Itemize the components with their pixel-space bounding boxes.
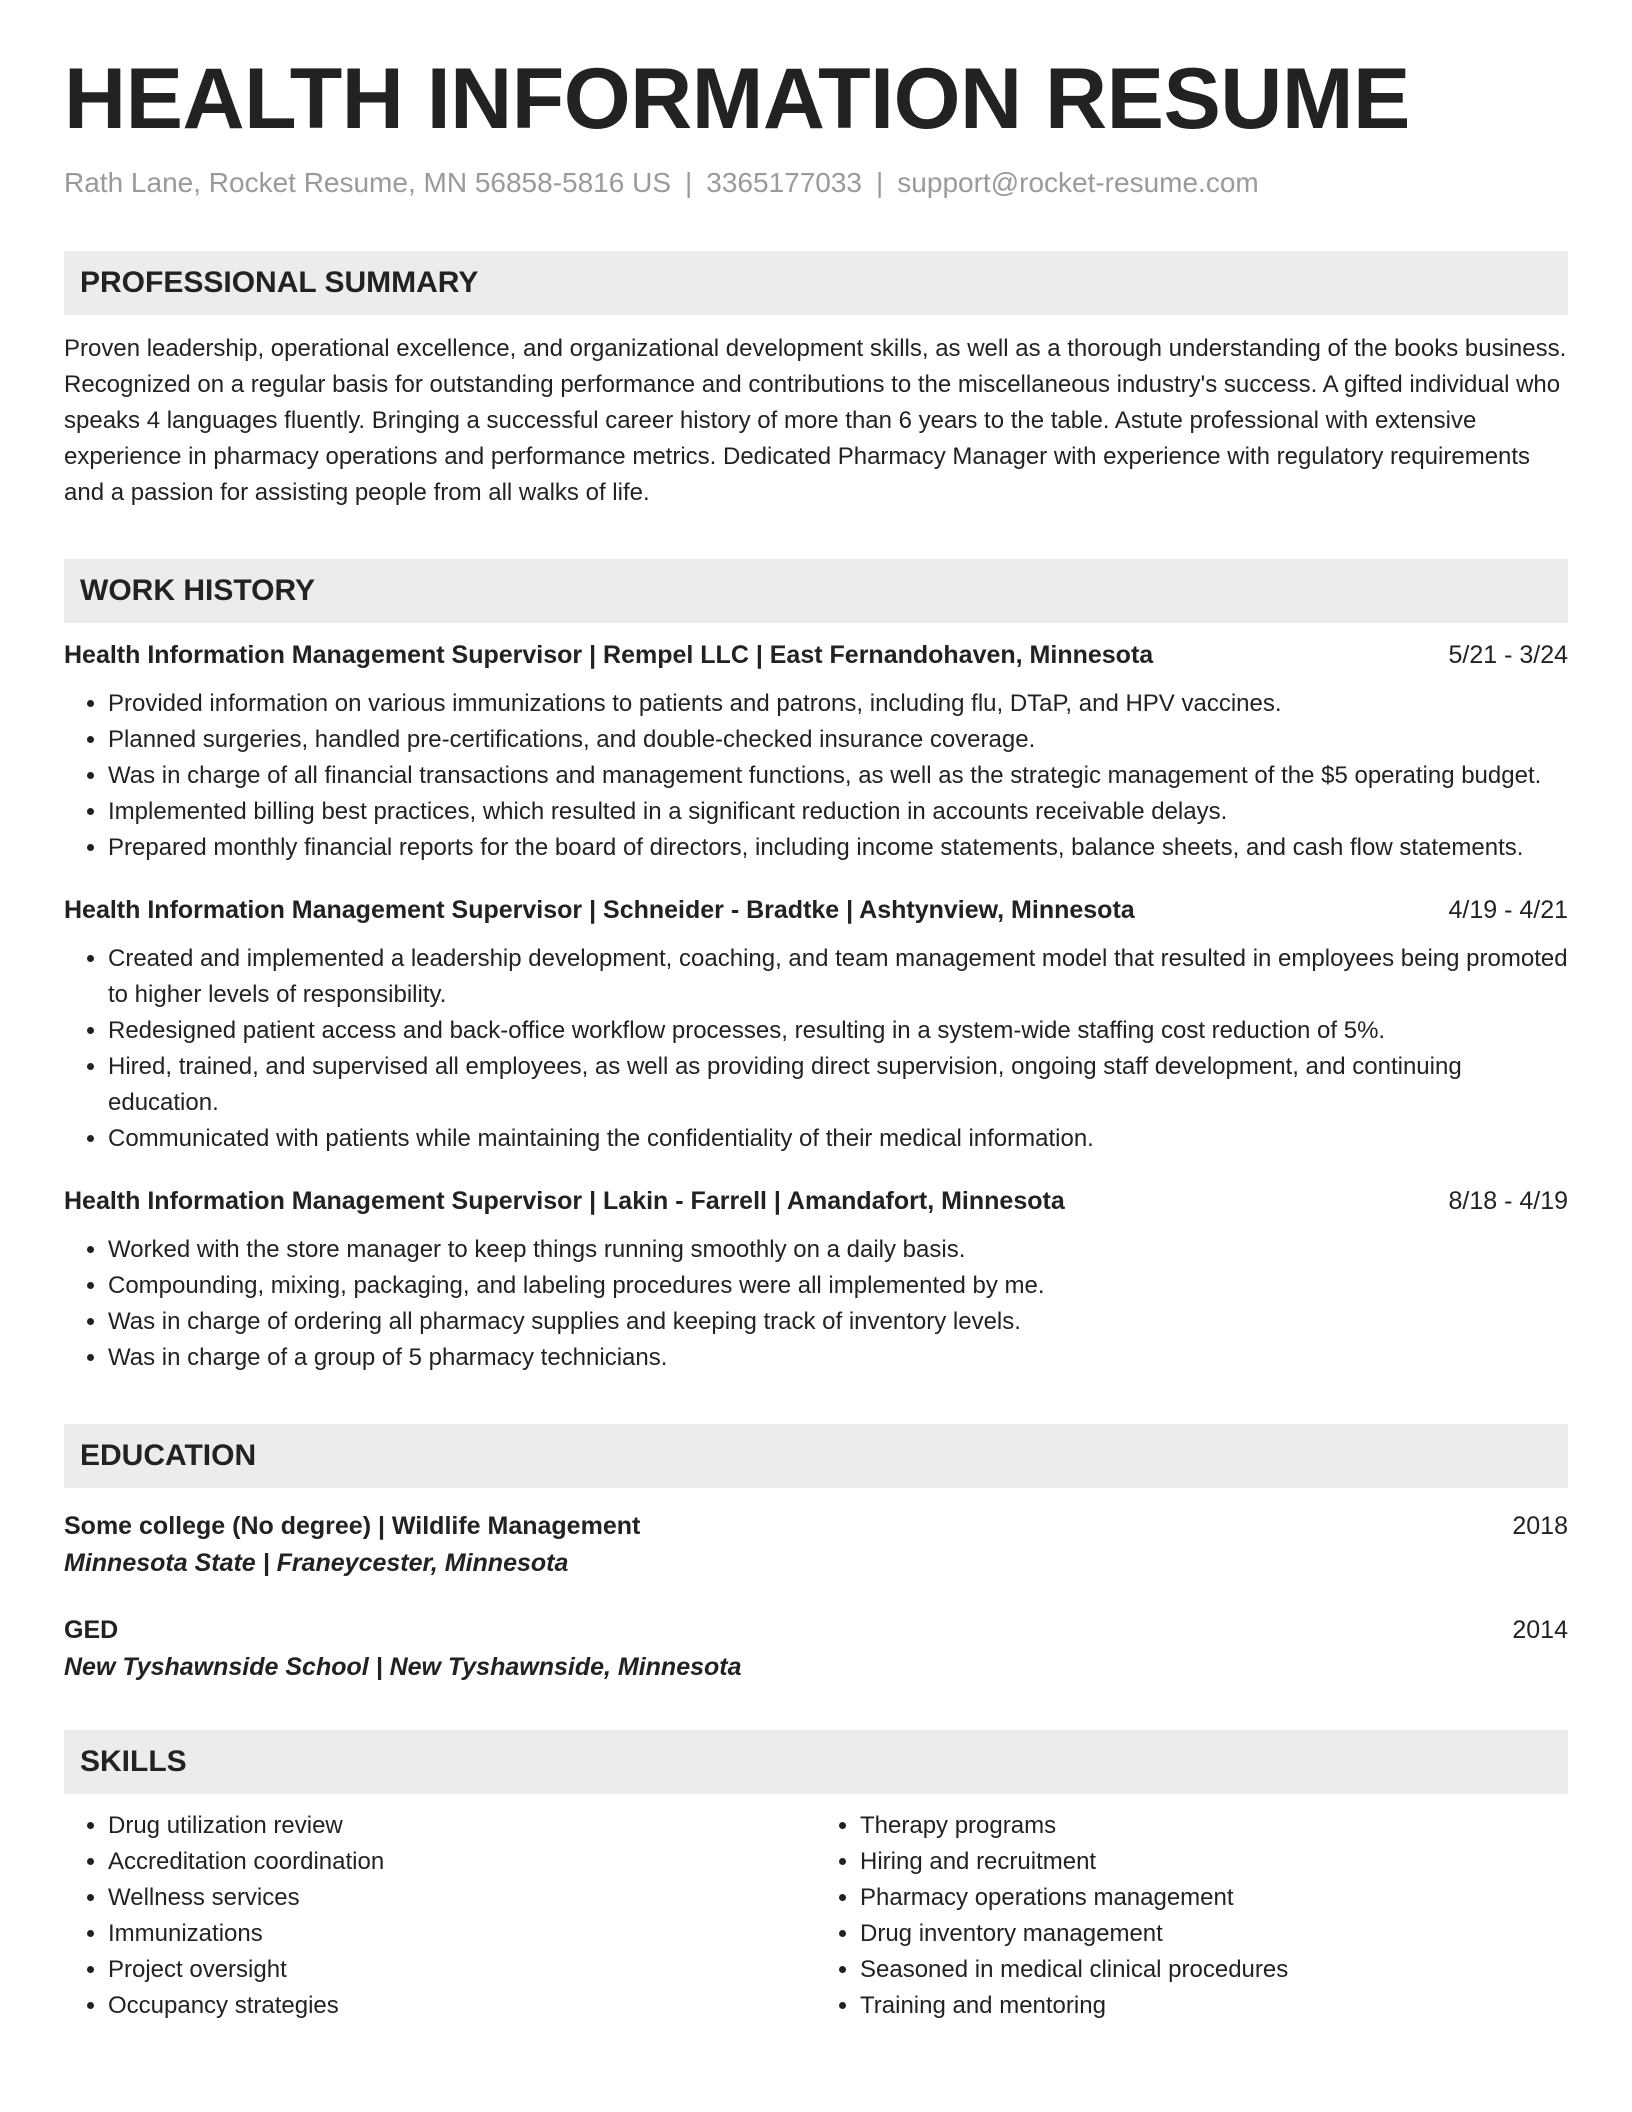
job-bullet: • Prepared monthly financial reports for the board of directors, including income statements, balance sheets, and cash flow statements. [108,830,1568,866]
job-bullet: • Created and implemented a leadership development, coaching, and team management model that resulted in employees being promoted to higher levels of responsibility. [108,941,1568,1013]
job-bullet: • Worked with the store manager to keep things running smoothly on a daily basis. [108,1232,1568,1268]
skill-item: • Drug utilization review [108,1808,816,1844]
skills-column-right [816,1808,1568,2024]
education-school: Minnesota State | Franeycester, Minnesota [64,1548,569,1577]
skills-heading: SKILLS [64,1730,1568,1794]
contact-email[interactable]: support@rocket-resume.com [897,166,1259,198]
job-bullet: • Was in charge of ordering all pharmacy supplies and keeping track of inventory levels. [108,1304,1568,1340]
skill-item: • Therapy programs [860,1808,1568,1844]
education-header [64,1616,1568,1645]
education-degree: GED [64,1615,119,1644]
job-title: Health Information Management Supervisor | Schneider - Bradtke | Ashtynview, Minnesota [64,895,1135,924]
skill-item: • Wellness services [108,1880,816,1916]
job-entry [64,1187,1568,1376]
contact-separator: | [685,166,693,198]
job-bullet: • Planned surgeries, handled pre-certifications, and double-checked insurance coverage. [108,722,1568,758]
job-bullet: • Hired, trained, and supervised all employees, as well as providing direct supervision, ongoing staff development, and continuing education. [108,1049,1568,1121]
job-header [64,896,1568,925]
contact-separator: | [876,166,884,198]
job-bullet: • Compounding, mixing, packaging, and labeling procedures were all implemented by me. [108,1268,1568,1304]
skills-column-left [64,1808,816,2024]
education-school: New Tyshawnside School | New Tyshawnside, Minnesota [64,1652,742,1681]
skill-item: • Hiring and recruitment [860,1844,1568,1880]
skill-item: • Accreditation coordination [108,1844,816,1880]
education-entry [64,1616,1568,1682]
education-heading: EDUCATION [64,1424,1568,1488]
job-entry [64,641,1568,866]
summary-text: Proven leadership, operational excellence, and organizational development skills, as well as a thorough understanding of the books business. Recognized on a regular basis for outstanding performance and contributions to the miscellaneous industry's success. A gifted individual who speaks 4 languages fluently. Bringing a successful career history of more than 6 years to the table. Astute professional with extensive experience in pharmacy operations and performance metrics. Dedicated Pharmacy Manager with experience with regulatory requirements and a passion for assisting people from all walks of life. [64,334,1567,506]
education-year: 2018 [1512,1511,1568,1540]
job-bullet: • Communicated with patients while maintaining the confidentiality of their medical information. [108,1121,1568,1157]
education-degree: Some college (No degree) | Wildlife Management [64,1511,641,1540]
job-bullets [64,941,1568,1157]
job-title: Health Information Management Supervisor | Rempel LLC | East Fernandohaven, Minnesota [64,640,1154,669]
skill-item: • Immunizations [108,1916,816,1952]
contact-line [64,167,1568,199]
job-bullet: • Implemented billing best practices, which resulted in a significant reduction in accounts receivable delays. [108,794,1568,830]
job-title: Health Information Management Supervisor | Lakin - Farrell | Amandafort, Minnesota [64,1186,1065,1215]
skill-item: • Occupancy strategies [108,1988,816,2024]
education-header [64,1512,1568,1541]
job-bullet: • Provided information on various immunizations to patients and patrons, including flu, DTaP, and HPV vaccines. [108,686,1568,722]
work-history-heading: WORK HISTORY [64,559,1568,623]
job-bullet: • Redesigned patient access and back-office workflow processes, resulting in a system-wide staffing cost reduction of 5%. [108,1013,1568,1049]
job-bullet: • Was in charge of a group of 5 pharmacy technicians. [108,1340,1568,1376]
skill-item: • Pharmacy operations management [860,1880,1568,1916]
skill-item: • Seasoned in medical clinical procedures [860,1952,1568,1988]
job-header [64,641,1568,670]
job-entry [64,896,1568,1157]
skill-item: • Project oversight [108,1952,816,1988]
job-header [64,1187,1568,1216]
contact-address: Rath Lane, Rocket Resume, MN 56858-5816 US [64,166,671,198]
job-bullets [64,1232,1568,1376]
job-bullets [64,686,1568,866]
skills-list [64,1808,1568,2024]
education-year: 2014 [1512,1615,1568,1644]
skill-item: • Drug inventory management [860,1916,1568,1952]
education-entry [64,1512,1568,1578]
job-dates: 5/21 - 3/24 [1448,640,1568,669]
summary-heading: PROFESSIONAL SUMMARY [64,251,1568,315]
job-dates: 8/18 - 4/19 [1448,1186,1568,1215]
skill-item: • Training and mentoring [860,1988,1568,2024]
contact-phone: 3365177033 [706,166,863,198]
job-dates: 4/19 - 4/21 [1448,895,1568,924]
job-bullet: • Was in charge of all financial transactions and management functions, as well as the strategic management of the $5 operating budget. [108,758,1568,794]
resume-title: HEALTH INFORMATION RESUME [64,51,1410,147]
